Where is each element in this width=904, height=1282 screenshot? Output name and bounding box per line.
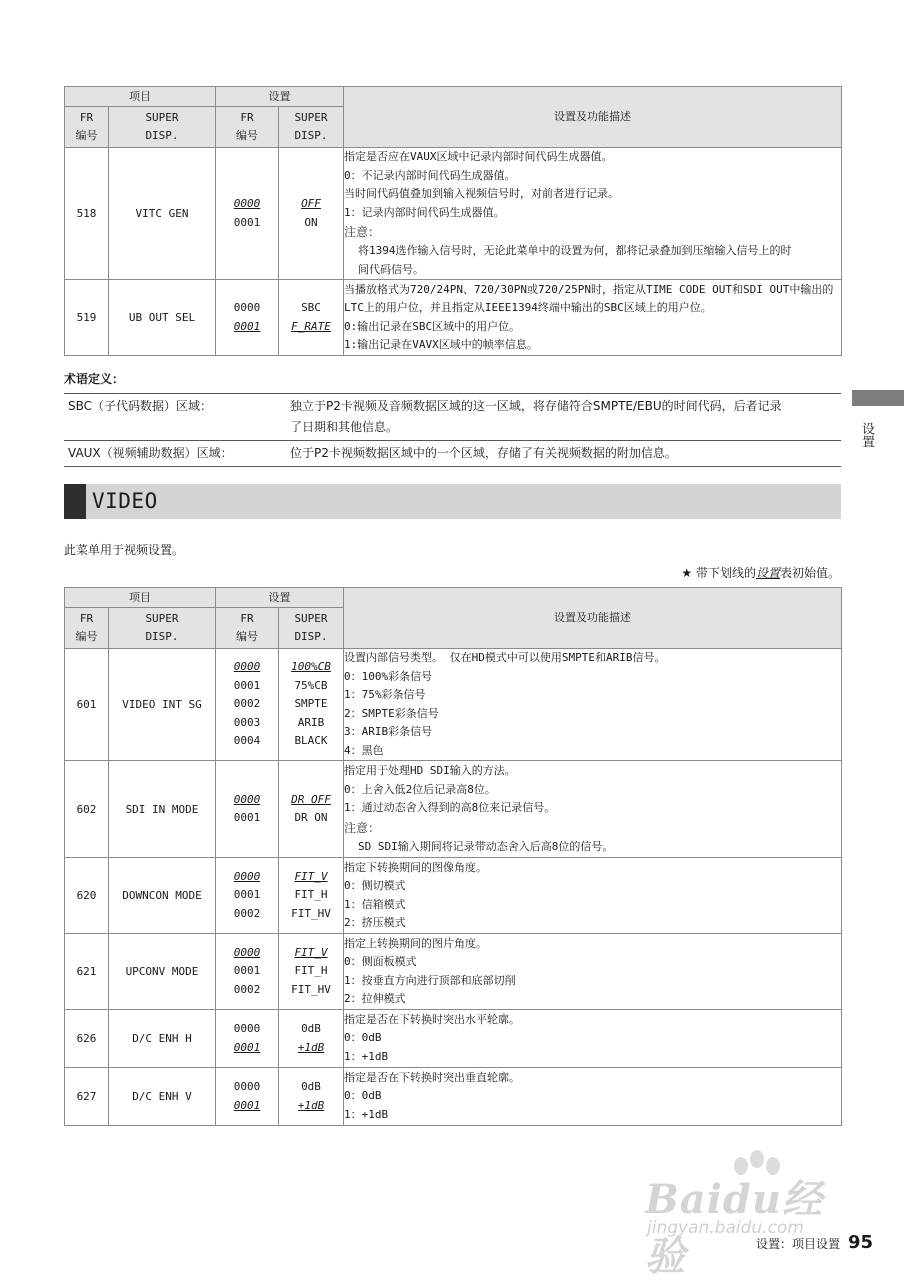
table-row [65, 280, 842, 356]
setting-disp: SBC F_RATE [279, 280, 344, 356]
section-marker [64, 484, 86, 519]
header-item: 项目 [65, 87, 216, 107]
setting-disp: 0dB +1dB [279, 1068, 344, 1126]
setting-disp: 0dB +1dB [279, 1010, 344, 1068]
fr-number: 601 [65, 649, 109, 761]
term-row [64, 394, 841, 441]
terms-table [64, 393, 841, 467]
term: VAUX（视频辅助数据）区域： [64, 441, 286, 467]
page-number: 95 [848, 1232, 874, 1253]
header-fr: FR 编号 [65, 608, 109, 649]
watermark-url: jingyan.baidu.com [647, 1218, 804, 1238]
note-label: 注意： [344, 225, 381, 239]
note-label: 注意： [344, 820, 381, 835]
super-disp-name: VITC GEN [109, 148, 216, 280]
watermark-logo-text: Baidu经验 [645, 1176, 823, 1280]
table-row [65, 934, 842, 1010]
fr-number: 518 [65, 148, 109, 280]
chapter-tab [852, 390, 904, 406]
header-fr: FR 编号 [216, 107, 279, 148]
setting-codes: 0000 0001 [216, 148, 279, 280]
term: SBC（子代码数据）区域： [64, 394, 286, 441]
header-fr: FR 编号 [65, 107, 109, 148]
header-super-disp: SUPER DISP. [279, 608, 344, 649]
setting-disp: 100%CB 75%CB SMPTE ARIB BLACK [279, 649, 344, 761]
setting-codes: 0000 0001 0002 0003 0004 [216, 649, 279, 761]
setting-disp: FIT_V FIT_H FIT_HV [279, 934, 344, 1010]
header-super-disp: SUPER DISP. [279, 107, 344, 148]
section-header [64, 484, 841, 519]
setting-disp: FIT_V FIT_H FIT_HV [279, 858, 344, 934]
header-desc: 设置及功能描述 [344, 588, 842, 649]
super-disp-name: VIDEO INT SG [109, 649, 216, 761]
super-disp-name: D/C ENH V [109, 1068, 216, 1126]
header-setting: 设置 [216, 87, 344, 107]
header-fr: FR 编号 [216, 608, 279, 649]
terms-title: 术语定义： [64, 372, 125, 386]
description: 指定是否在下转换时突出水平轮廓。 0：0dB 1：+1dB [344, 1010, 842, 1068]
fr-number: 621 [65, 934, 109, 1010]
table-row [65, 1068, 842, 1126]
term-row [64, 441, 841, 467]
super-disp-name: UPCONV MODE [109, 934, 216, 1010]
header-desc: 设置及功能描述 [344, 87, 842, 148]
chapter-tab-label: 设置 [859, 422, 874, 448]
header-item: 项目 [65, 588, 216, 608]
fr-number: 620 [65, 858, 109, 934]
setting-codes: 0000 0001 [216, 761, 279, 858]
settings-table-2 [64, 587, 842, 1126]
super-disp-name: SDI IN MODE [109, 761, 216, 858]
fr-number: 627 [65, 1068, 109, 1126]
setting-codes: 0000 0001 0002 [216, 934, 279, 1010]
description: 指定下转换期间的图像角度。 0：侧切模式 1：信箱模式 2：挤压模式 [344, 858, 842, 934]
fr-number: 626 [65, 1010, 109, 1068]
section-title: VIDEO [92, 489, 158, 513]
fr-number: 519 [65, 280, 109, 356]
legend-note: ★ 带下划线的设置表初始值。 [681, 566, 840, 580]
settings-table-1 [64, 86, 842, 356]
setting-disp: DR OFF DR ON [279, 761, 344, 858]
super-disp-name: D/C ENH H [109, 1010, 216, 1068]
header-super-disp: SUPER DISP. [109, 107, 216, 148]
table-row [65, 649, 842, 761]
term-definition: 位于P2卡视频数据区域中的一个区域，存储了有关视频数据的附加信息。 [286, 441, 841, 467]
setting-codes: 0000 0001 [216, 280, 279, 356]
description: 指定用于处理HD SDI输入的方法。 0：上舍入低2位后记录高8位。 1：通过动态舍入得到的高8位来记录信号。 注意： SD SDI输入期间将记录带动态舍入后高8位的信号。 [344, 761, 842, 858]
super-disp-name: DOWNCON MODE [109, 858, 216, 934]
description: 指定是否在下转换时突出垂直轮廓。 0：0dB 1：+1dB [344, 1068, 842, 1126]
fr-number: 602 [65, 761, 109, 858]
table-row [65, 148, 842, 280]
description: 设置内部信号类型。 仅在HD模式中可以使用SMPTE和ARIB信号。 0：100%彩条信号 1：75%彩条信号 2：SMPTE彩条信号 3：ARIB彩条信号 4：黑色 [344, 649, 842, 761]
setting-disp: OFF ON [279, 148, 344, 280]
table-row [65, 858, 842, 934]
super-disp-name: UB OUT SEL [109, 280, 216, 356]
section-intro: 此菜单用于视频设置。 [64, 543, 185, 557]
term-definition: 独立于P2卡视频及音频数据区域的这一区域，将存储符合SMPTE/EBU的时间代码，后者记录 了日期和其他信息。 [286, 394, 841, 441]
description: 当播放格式为720/24PN、720/30PN或720/25PN时，指定从TIME CODE OUT和SDI OUT中输出的 LTC上的用户位，并且指定从IEEE1394终端中输出的SBC区域上的用户位。 0:输出记录在SBC区域中的用户位。 1:输出记录在VAVX区域中的帧率信息。 [344, 280, 842, 356]
footer-section-label: 设置：项目设置 [755, 1237, 840, 1251]
setting-codes: 0000 0001 [216, 1010, 279, 1068]
table-row [65, 761, 842, 858]
description: 指定是否应在VAUX区域中记录内部时间代码生成器值。 0：不记录内部时间代码生成器值。 当时间代码值叠加到输入视频信号时，对前者进行记录。 1：记录内部时间代码生成器值。 注意： 将1394选作输入信号时，无论此菜单中的设置为何，都将记录叠加到压缩输入信号上的时 间代码信号。 [344, 148, 842, 280]
header-setting: 设置 [216, 588, 344, 608]
setting-codes: 0000 0001 0002 [216, 858, 279, 934]
description: 指定上转换期间的图片角度。 0：侧面板模式 1：按垂直方向进行顶部和底部切削 2：拉伸模式 [344, 934, 842, 1010]
setting-codes: 0000 0001 [216, 1068, 279, 1126]
header-super-disp: SUPER DISP. [109, 608, 216, 649]
table-row [65, 1010, 842, 1068]
